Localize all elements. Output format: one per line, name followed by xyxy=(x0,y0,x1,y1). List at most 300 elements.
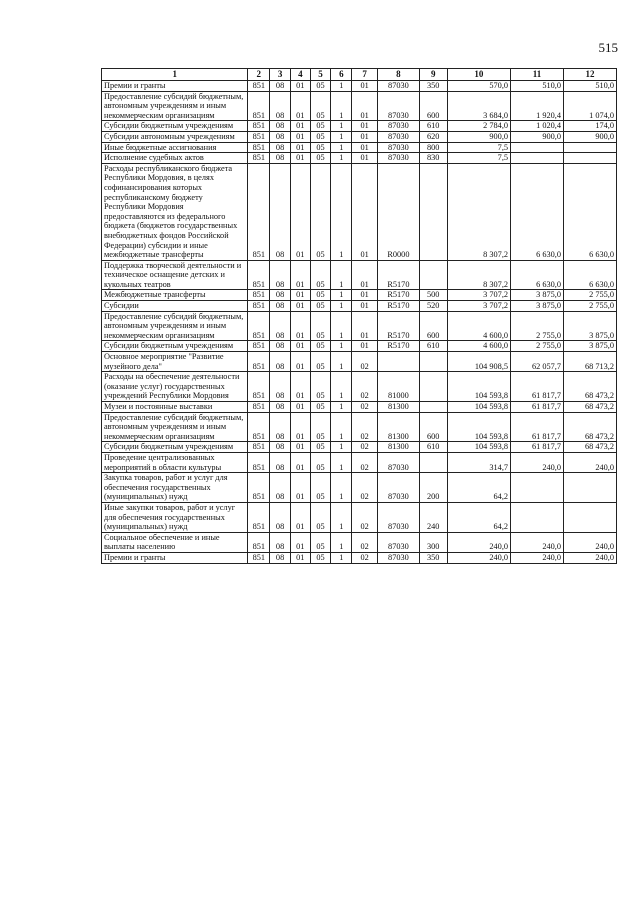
code-cell: 851 xyxy=(248,142,270,153)
code-cell: R0000 xyxy=(378,163,420,260)
row-name-cell: Расходы республиканского бюджета Республики Мордовия, в целях софинансирования которых республиканскому бюджету Республики Мордовия предоставляются из федерального бюджета (бюджетов государственных внебюджетных фондов Российской Федерации) субсидии и иные межбюджетные трансферты xyxy=(102,163,248,260)
header-cell: 9 xyxy=(419,69,447,81)
amount-cell xyxy=(564,473,617,503)
table-row xyxy=(102,402,617,413)
code-cell: 08 xyxy=(270,402,291,413)
code-cell xyxy=(378,352,420,372)
amount-cell: 3 875,0 xyxy=(564,311,617,341)
amount-cell: 3 875,0 xyxy=(511,290,564,301)
header-cell: 8 xyxy=(378,69,420,81)
code-cell: 200 xyxy=(419,473,447,503)
code-cell: 1 xyxy=(331,502,352,532)
code-cell: 08 xyxy=(270,473,291,503)
code-cell: 851 xyxy=(248,502,270,532)
table-row xyxy=(102,452,617,472)
amount-cell: 6 630,0 xyxy=(511,163,564,260)
amount-cell: 6 630,0 xyxy=(564,260,617,290)
header-cell: 5 xyxy=(310,69,331,81)
code-cell: 05 xyxy=(310,142,331,153)
amount-cell: 4 600,0 xyxy=(447,341,510,352)
code-cell: 610 xyxy=(419,442,447,453)
amount-cell: 1 074,0 xyxy=(564,91,617,121)
amount-cell: 68 473,2 xyxy=(564,372,617,402)
table-row xyxy=(102,341,617,352)
header-cell: 2 xyxy=(248,69,270,81)
table-row xyxy=(102,552,617,563)
amount-cell: 2 755,0 xyxy=(511,341,564,352)
row-name-cell: Предоставление субсидий бюджетным, автономным учреждениям и иным некоммерческим организациям xyxy=(102,91,248,121)
code-cell xyxy=(419,372,447,402)
code-cell: 08 xyxy=(270,442,291,453)
code-cell: 851 xyxy=(248,131,270,142)
amount-cell: 510,0 xyxy=(511,81,564,92)
code-cell: 08 xyxy=(270,91,291,121)
header-cell: 4 xyxy=(290,69,310,81)
code-cell: 08 xyxy=(270,452,291,472)
row-name-cell: Проведение централизованных мероприятий в области культуры xyxy=(102,452,248,472)
code-cell: 05 xyxy=(310,402,331,413)
code-cell: 01 xyxy=(290,81,310,92)
code-cell: 08 xyxy=(270,341,291,352)
code-cell: 01 xyxy=(290,341,310,352)
code-cell: 01 xyxy=(290,153,310,164)
amount-cell: 240,0 xyxy=(564,532,617,552)
table-row xyxy=(102,81,617,92)
amount-cell: 240,0 xyxy=(447,552,510,563)
code-cell: 851 xyxy=(248,290,270,301)
code-cell xyxy=(419,452,447,472)
code-cell xyxy=(419,402,447,413)
code-cell: 01 xyxy=(352,91,378,121)
code-cell: 350 xyxy=(419,552,447,563)
amount-cell: 104 593,8 xyxy=(447,412,510,442)
amount-cell: 3 707,2 xyxy=(447,301,510,312)
code-cell: 851 xyxy=(248,121,270,132)
code-cell: 08 xyxy=(270,532,291,552)
code-cell: 08 xyxy=(270,121,291,132)
table-row xyxy=(102,412,617,442)
row-name-cell: Субсидии бюджетным учреждениям xyxy=(102,442,248,453)
code-cell: 1 xyxy=(331,341,352,352)
table-row xyxy=(102,301,617,312)
amount-cell xyxy=(511,142,564,153)
code-cell: 851 xyxy=(248,163,270,260)
code-cell: 01 xyxy=(290,452,310,472)
code-cell: 851 xyxy=(248,372,270,402)
amount-cell: 240,0 xyxy=(511,552,564,563)
code-cell: 05 xyxy=(310,452,331,472)
code-cell: 830 xyxy=(419,153,447,164)
code-cell: 05 xyxy=(310,163,331,260)
header-cell: 7 xyxy=(352,69,378,81)
code-cell: 02 xyxy=(352,442,378,453)
code-cell: 87030 xyxy=(378,502,420,532)
code-cell: 05 xyxy=(310,532,331,552)
code-cell: 01 xyxy=(290,91,310,121)
code-cell: 300 xyxy=(419,532,447,552)
amount-cell: 68 713,2 xyxy=(564,352,617,372)
code-cell: R5170 xyxy=(378,260,420,290)
row-name-cell: Музеи и постоянные выставки xyxy=(102,402,248,413)
code-cell: 05 xyxy=(310,412,331,442)
code-cell: 01 xyxy=(290,552,310,563)
code-cell: 851 xyxy=(248,81,270,92)
code-cell: 05 xyxy=(310,260,331,290)
code-cell: 1 xyxy=(331,142,352,153)
code-cell: 01 xyxy=(290,131,310,142)
amount-cell: 240,0 xyxy=(447,532,510,552)
amount-cell: 68 473,2 xyxy=(564,442,617,453)
code-cell: 1 xyxy=(331,311,352,341)
amount-cell: 104 593,8 xyxy=(447,372,510,402)
code-cell: 01 xyxy=(290,372,310,402)
table-row xyxy=(102,532,617,552)
code-cell: 800 xyxy=(419,142,447,153)
row-name-cell: Исполнение судебных актов xyxy=(102,153,248,164)
amount-cell: 7,5 xyxy=(447,142,510,153)
amount-cell: 3 707,2 xyxy=(447,290,510,301)
code-cell: 851 xyxy=(248,260,270,290)
amount-cell: 314,7 xyxy=(447,452,510,472)
table-row xyxy=(102,121,617,132)
amount-cell: 900,0 xyxy=(447,131,510,142)
code-cell: 08 xyxy=(270,260,291,290)
table-row xyxy=(102,372,617,402)
code-cell: 08 xyxy=(270,290,291,301)
code-cell: 1 xyxy=(331,163,352,260)
row-name-cell: Иные бюджетные ассигнования xyxy=(102,142,248,153)
code-cell: 87030 xyxy=(378,131,420,142)
code-cell: 05 xyxy=(310,552,331,563)
code-cell: 05 xyxy=(310,502,331,532)
code-cell: 1 xyxy=(331,121,352,132)
code-cell: 1 xyxy=(331,473,352,503)
amount-cell: 900,0 xyxy=(564,131,617,142)
code-cell: 01 xyxy=(352,260,378,290)
code-cell: 05 xyxy=(310,81,331,92)
code-cell: 01 xyxy=(290,532,310,552)
row-name-cell: Закупка товаров, работ и услуг для обеспечения государственных (муниципальных) нужд xyxy=(102,473,248,503)
row-name-cell: Субсидии бюджетным учреждениям xyxy=(102,121,248,132)
table-row xyxy=(102,260,617,290)
code-cell: R5170 xyxy=(378,290,420,301)
table-row xyxy=(102,91,617,121)
amount-cell: 4 600,0 xyxy=(447,311,510,341)
code-cell: 1 xyxy=(331,260,352,290)
code-cell: 05 xyxy=(310,311,331,341)
code-cell: 851 xyxy=(248,153,270,164)
code-cell: 05 xyxy=(310,442,331,453)
code-cell: 1 xyxy=(331,402,352,413)
amount-cell: 68 473,2 xyxy=(564,402,617,413)
row-name-cell: Расходы на обеспечение деятельности (оказание услуг) государственных учреждений Республики Мордовия xyxy=(102,372,248,402)
code-cell: 05 xyxy=(310,301,331,312)
code-cell: 87030 xyxy=(378,452,420,472)
code-cell: 05 xyxy=(310,341,331,352)
table-header-row xyxy=(102,69,617,81)
code-cell: 500 xyxy=(419,290,447,301)
code-cell: 01 xyxy=(290,412,310,442)
code-cell: 851 xyxy=(248,301,270,312)
code-cell: 01 xyxy=(352,163,378,260)
code-cell: R5170 xyxy=(378,311,420,341)
code-cell: 01 xyxy=(352,142,378,153)
code-cell: 02 xyxy=(352,412,378,442)
amount-cell: 3 875,0 xyxy=(511,301,564,312)
code-cell: 620 xyxy=(419,131,447,142)
code-cell: 81300 xyxy=(378,442,420,453)
code-cell: 01 xyxy=(352,121,378,132)
amount-cell: 62 057,7 xyxy=(511,352,564,372)
code-cell: 02 xyxy=(352,452,378,472)
code-cell: 87030 xyxy=(378,81,420,92)
code-cell: 02 xyxy=(352,473,378,503)
header-cell: 10 xyxy=(447,69,510,81)
amount-cell: 900,0 xyxy=(511,131,564,142)
code-cell: 610 xyxy=(419,341,447,352)
row-name-cell: Субсидии xyxy=(102,301,248,312)
code-cell: 851 xyxy=(248,452,270,472)
code-cell: 520 xyxy=(419,301,447,312)
row-name-cell: Премии и гранты xyxy=(102,552,248,563)
header-cell: 3 xyxy=(270,69,291,81)
table-row xyxy=(102,142,617,153)
code-cell: 08 xyxy=(270,301,291,312)
code-cell: 851 xyxy=(248,473,270,503)
code-cell: 01 xyxy=(290,121,310,132)
code-cell: 01 xyxy=(290,260,310,290)
code-cell: 851 xyxy=(248,311,270,341)
row-name-cell: Премии и гранты xyxy=(102,81,248,92)
budget-table xyxy=(101,68,617,564)
code-cell: 02 xyxy=(352,372,378,402)
code-cell: 02 xyxy=(352,532,378,552)
table-row xyxy=(102,153,617,164)
row-name-cell: Социальное обеспечение и иные выплаты населению xyxy=(102,532,248,552)
amount-cell: 174,0 xyxy=(564,121,617,132)
table-row xyxy=(102,473,617,503)
code-cell xyxy=(419,352,447,372)
code-cell: 851 xyxy=(248,402,270,413)
row-name-cell: Межбюджетные трансферты xyxy=(102,290,248,301)
code-cell: 81300 xyxy=(378,412,420,442)
code-cell: 02 xyxy=(352,402,378,413)
code-cell: 01 xyxy=(290,502,310,532)
code-cell: 851 xyxy=(248,91,270,121)
amount-cell: 2 755,0 xyxy=(564,301,617,312)
code-cell: 87030 xyxy=(378,142,420,153)
code-cell: 01 xyxy=(290,301,310,312)
amount-cell xyxy=(511,153,564,164)
code-cell: 05 xyxy=(310,153,331,164)
code-cell: 1 xyxy=(331,131,352,142)
code-cell: R5170 xyxy=(378,341,420,352)
code-cell: 1 xyxy=(331,290,352,301)
code-cell: 08 xyxy=(270,502,291,532)
code-cell: 01 xyxy=(352,81,378,92)
row-name-cell: Предоставление субсидий бюджетным, автономным учреждениям и иным некоммерческим организациям xyxy=(102,311,248,341)
code-cell: 01 xyxy=(352,290,378,301)
amount-cell xyxy=(511,502,564,532)
amount-cell: 64,2 xyxy=(447,502,510,532)
code-cell: 1 xyxy=(331,452,352,472)
table-row xyxy=(102,131,617,142)
table-row xyxy=(102,352,617,372)
code-cell: 01 xyxy=(290,442,310,453)
amount-cell: 240,0 xyxy=(511,532,564,552)
amount-cell: 104 593,8 xyxy=(447,442,510,453)
code-cell xyxy=(419,260,447,290)
amount-cell xyxy=(564,502,617,532)
amount-cell: 240,0 xyxy=(564,452,617,472)
code-cell: 851 xyxy=(248,552,270,563)
amount-cell: 3 875,0 xyxy=(564,341,617,352)
code-cell: 01 xyxy=(290,311,310,341)
code-cell: 08 xyxy=(270,163,291,260)
code-cell: 851 xyxy=(248,532,270,552)
row-name-cell: Предоставление субсидий бюджетным, автономным учреждениям и иным некоммерческим организациям xyxy=(102,412,248,442)
code-cell: 01 xyxy=(290,142,310,153)
code-cell: 01 xyxy=(290,163,310,260)
code-cell: 1 xyxy=(331,532,352,552)
code-cell: 87030 xyxy=(378,153,420,164)
amount-cell: 104 593,8 xyxy=(447,402,510,413)
code-cell: 600 xyxy=(419,91,447,121)
code-cell: 01 xyxy=(290,473,310,503)
amount-cell: 68 473,2 xyxy=(564,412,617,442)
code-cell: 02 xyxy=(352,352,378,372)
code-cell: R5170 xyxy=(378,301,420,312)
table-row xyxy=(102,502,617,532)
code-cell: 600 xyxy=(419,311,447,341)
amount-cell: 8 307,2 xyxy=(447,260,510,290)
code-cell: 05 xyxy=(310,131,331,142)
code-cell: 05 xyxy=(310,121,331,132)
page-number: 515 xyxy=(598,40,618,55)
code-cell: 87030 xyxy=(378,552,420,563)
code-cell: 08 xyxy=(270,552,291,563)
amount-cell xyxy=(511,473,564,503)
table-row xyxy=(102,311,617,341)
code-cell: 01 xyxy=(290,352,310,372)
code-cell: 1 xyxy=(331,352,352,372)
code-cell: 05 xyxy=(310,352,331,372)
header-cell: 12 xyxy=(564,69,617,81)
amount-cell: 7,5 xyxy=(447,153,510,164)
code-cell: 01 xyxy=(352,301,378,312)
amount-cell: 2 784,0 xyxy=(447,121,510,132)
amount-cell: 61 817,7 xyxy=(511,442,564,453)
row-name-cell: Поддержка творческой деятельности и техническое оснащение детских и кукольных театров xyxy=(102,260,248,290)
code-cell: 01 xyxy=(352,131,378,142)
row-name-cell: Субсидии бюджетным учреждениям xyxy=(102,341,248,352)
amount-cell: 61 817,7 xyxy=(511,372,564,402)
amount-cell: 1 920,4 xyxy=(511,91,564,121)
code-cell: 851 xyxy=(248,412,270,442)
code-cell: 851 xyxy=(248,352,270,372)
code-cell: 81300 xyxy=(378,402,420,413)
amount-cell: 3 684,0 xyxy=(447,91,510,121)
amount-cell: 1 020,4 xyxy=(511,121,564,132)
row-name-cell: Субсидии автономным учреждениям xyxy=(102,131,248,142)
amount-cell: 104 908,5 xyxy=(447,352,510,372)
table-row xyxy=(102,442,617,453)
code-cell: 1 xyxy=(331,301,352,312)
amount-cell: 240,0 xyxy=(511,452,564,472)
code-cell: 08 xyxy=(270,412,291,442)
code-cell: 01 xyxy=(290,402,310,413)
amount-cell: 61 817,7 xyxy=(511,412,564,442)
code-cell: 05 xyxy=(310,290,331,301)
table-row xyxy=(102,163,617,260)
header-cell: 6 xyxy=(331,69,352,81)
code-cell: 02 xyxy=(352,552,378,563)
code-cell xyxy=(419,163,447,260)
code-cell: 01 xyxy=(352,153,378,164)
code-cell: 08 xyxy=(270,372,291,402)
code-cell: 08 xyxy=(270,142,291,153)
amount-cell: 8 307,2 xyxy=(447,163,510,260)
code-cell: 600 xyxy=(419,412,447,442)
header-cell: 11 xyxy=(511,69,564,81)
code-cell: 1 xyxy=(331,552,352,563)
code-cell: 87030 xyxy=(378,121,420,132)
code-cell: 350 xyxy=(419,81,447,92)
code-cell: 08 xyxy=(270,352,291,372)
code-cell: 851 xyxy=(248,442,270,453)
table-row xyxy=(102,290,617,301)
amount-cell xyxy=(564,142,617,153)
code-cell: 05 xyxy=(310,372,331,402)
code-cell: 1 xyxy=(331,153,352,164)
row-name-cell: Основное мероприятие "Развитие музейного дела" xyxy=(102,352,248,372)
code-cell: 1 xyxy=(331,372,352,402)
code-cell: 08 xyxy=(270,81,291,92)
amount-cell: 6 630,0 xyxy=(511,260,564,290)
code-cell: 05 xyxy=(310,473,331,503)
code-cell: 08 xyxy=(270,131,291,142)
amount-cell xyxy=(564,153,617,164)
amount-cell: 570,0 xyxy=(447,81,510,92)
code-cell: 610 xyxy=(419,121,447,132)
code-cell: 240 xyxy=(419,502,447,532)
code-cell: 05 xyxy=(310,91,331,121)
code-cell: 87030 xyxy=(378,532,420,552)
amount-cell: 510,0 xyxy=(564,81,617,92)
amount-cell: 2 755,0 xyxy=(511,311,564,341)
code-cell: 1 xyxy=(331,81,352,92)
row-name-cell: Иные закупки товаров, работ и услуг для обеспечения государственных (муниципальных) нужд xyxy=(102,502,248,532)
code-cell: 1 xyxy=(331,91,352,121)
amount-cell: 6 630,0 xyxy=(564,163,617,260)
code-cell: 02 xyxy=(352,502,378,532)
header-cell: 1 xyxy=(102,69,248,81)
amount-cell: 61 817,7 xyxy=(511,402,564,413)
code-cell: 87030 xyxy=(378,473,420,503)
amount-cell: 240,0 xyxy=(564,552,617,563)
code-cell: 851 xyxy=(248,341,270,352)
code-cell: 01 xyxy=(352,311,378,341)
code-cell: 81000 xyxy=(378,372,420,402)
code-cell: 87030 xyxy=(378,91,420,121)
code-cell: 1 xyxy=(331,442,352,453)
code-cell: 08 xyxy=(270,153,291,164)
code-cell: 08 xyxy=(270,311,291,341)
amount-cell: 2 755,0 xyxy=(564,290,617,301)
amount-cell: 64,2 xyxy=(447,473,510,503)
code-cell: 1 xyxy=(331,412,352,442)
code-cell: 01 xyxy=(290,290,310,301)
